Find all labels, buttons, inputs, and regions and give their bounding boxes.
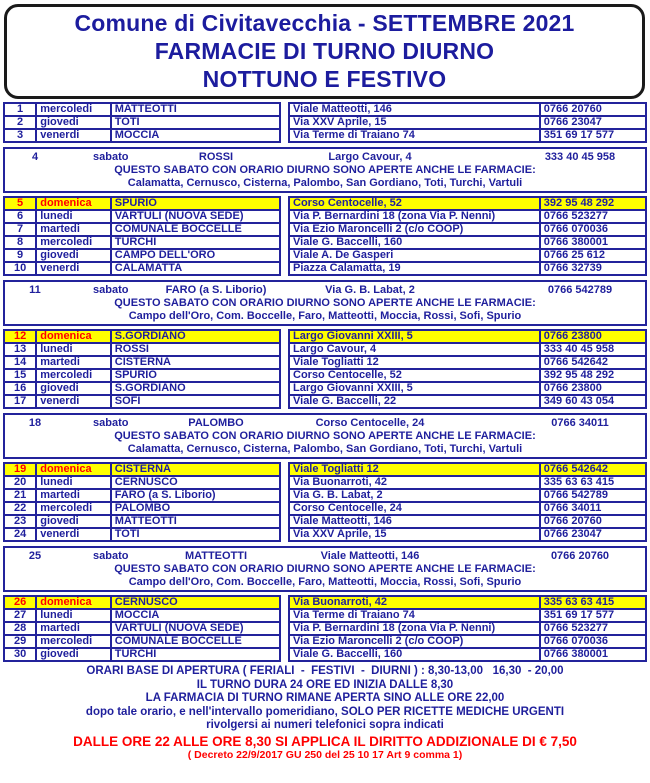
day-name-cell: mercoledi bbox=[36, 635, 111, 648]
day-name-cell: mercoledi bbox=[36, 236, 111, 249]
pharmacy-name: FARO (a S. Liborio) bbox=[165, 284, 267, 296]
day-number-cell: 19 bbox=[4, 463, 36, 476]
table-row bbox=[289, 343, 646, 356]
pharmacy-name-cell: SPURIO bbox=[111, 197, 280, 210]
table-row bbox=[4, 622, 280, 635]
week-schedule-block bbox=[3, 196, 647, 276]
pharmacy-address-cell: Via XXV Aprile, 15 bbox=[289, 116, 540, 129]
page-title-line-1: Comune di Civitavecchia - SETTEMBRE 2021 bbox=[74, 10, 575, 36]
pharmacy-name-cell: TURCHI bbox=[111, 648, 280, 661]
pharmacy-address: Corso Centocelle, 24 bbox=[315, 417, 425, 429]
day-number-cell: 9 bbox=[4, 249, 36, 262]
pharmacy-phone-cell: 335 63 63 415 bbox=[540, 476, 646, 489]
day-number-cell: 2 bbox=[4, 116, 36, 129]
table-row bbox=[4, 395, 280, 408]
day-number-cell: 8 bbox=[4, 236, 36, 249]
table-row bbox=[289, 528, 646, 541]
table-row bbox=[4, 463, 280, 476]
day-name-cell: martedi bbox=[36, 223, 111, 236]
day-name-cell: mercoledi bbox=[36, 103, 111, 116]
table-row bbox=[289, 356, 646, 369]
table-row bbox=[4, 502, 280, 515]
pharmacy-phone-cell: 392 95 48 292 bbox=[540, 197, 646, 210]
day-number: 4 bbox=[31, 151, 39, 163]
day-number-cell: 23 bbox=[4, 515, 36, 528]
day-number-cell: 1 bbox=[4, 103, 36, 116]
pharmacy-address-cell: Via P. Bernardini 18 (zona Via P. Nenni) bbox=[289, 622, 540, 635]
day-name-cell: giovedi bbox=[36, 515, 111, 528]
day-name-cell: lunedi bbox=[36, 343, 111, 356]
day-name-cell: lunedi bbox=[36, 609, 111, 622]
day-number-cell: 21 bbox=[4, 489, 36, 502]
pharmacy-name-cell: ROSSI bbox=[111, 343, 280, 356]
pharmacy-phone-cell: 0766 070036 bbox=[540, 223, 646, 236]
schedule-table-left bbox=[3, 595, 281, 662]
pharmacy-address-cell: Viale G. Baccelli, 22 bbox=[289, 395, 540, 408]
pharmacy-phone-cell: 0766 380001 bbox=[540, 648, 646, 661]
table-row bbox=[289, 236, 646, 249]
table-row bbox=[4, 635, 280, 648]
week-schedule-block bbox=[3, 329, 647, 409]
pharmacy-name-cell: TOTI bbox=[111, 528, 280, 541]
saturday-block bbox=[3, 280, 647, 326]
day-name-cell: mercoledi bbox=[36, 502, 111, 515]
pharmacy-phone-cell: 0766 070036 bbox=[540, 635, 646, 648]
day-number-cell: 27 bbox=[4, 609, 36, 622]
pharmacy-address-cell: Corso Centocelle, 52 bbox=[289, 197, 540, 210]
footer-shift-duration: IL TURNO DURA 24 ORE ED INIZIA DALLE 8,30 bbox=[196, 678, 454, 691]
pharmacy-name-cell: MATTEOTTI bbox=[111, 103, 280, 116]
saturday-duty-row bbox=[5, 151, 645, 164]
pharmacy-address-cell: Largo Cavour, 4 bbox=[289, 343, 540, 356]
saturday-notice: QUESTO SABATO CON ORARIO DIURNO SONO APERTE ANCHE LE FARMACIE: bbox=[114, 297, 536, 309]
pharmacy-name-cell: VARTULI (NUOVA SEDE) bbox=[111, 622, 280, 635]
table-row bbox=[289, 609, 646, 622]
day-name: sabato bbox=[93, 417, 129, 429]
pharmacy-address-cell: Via XXV Aprile, 15 bbox=[289, 528, 540, 541]
saturday-open-pharmacies-list: Calamatta, Cernusco, Cisterna, Palombo, San Gordiano, Toti, Turchi, Vartuli bbox=[127, 177, 523, 189]
saturday-notice: QUESTO SABATO CON ORARIO DIURNO SONO APERTE ANCHE LE FARMACIE: bbox=[114, 563, 536, 575]
table-row bbox=[4, 356, 280, 369]
table-row bbox=[289, 262, 646, 275]
day-number-cell: 5 bbox=[4, 197, 36, 210]
footer-urgent-rx-note: dopo tale orario, e nell'intervallo pomeridiano, SOLO PER RICETTE MEDICHE URGENTI bbox=[85, 705, 565, 718]
day-number-cell: 26 bbox=[4, 596, 36, 609]
saturday-duty-row bbox=[5, 550, 645, 563]
pharmacy-name-cell: PALOMBO bbox=[111, 502, 280, 515]
table-row bbox=[289, 515, 646, 528]
day-name-cell: lunedi bbox=[36, 210, 111, 223]
table-row bbox=[289, 489, 646, 502]
week-schedule-block bbox=[3, 595, 647, 662]
table-row bbox=[4, 210, 280, 223]
pharmacy-phone-cell: 0766 25 612 bbox=[540, 249, 646, 262]
pharmacy-phone-cell: 392 95 48 292 bbox=[540, 369, 646, 382]
table-row bbox=[4, 596, 280, 609]
pharmacy-name: MATTEOTTI bbox=[184, 550, 248, 562]
day-name-cell: mercoledi bbox=[36, 369, 111, 382]
table-row bbox=[4, 609, 280, 622]
pharmacy-address-cell: Via G. B. Labat, 2 bbox=[289, 489, 540, 502]
pharmacy-phone-cell: 335 63 63 415 bbox=[540, 596, 646, 609]
pharmacy-name-cell: CISTERNA bbox=[111, 463, 280, 476]
day-number-cell: 28 bbox=[4, 622, 36, 635]
table-row bbox=[4, 369, 280, 382]
pharmacy-phone: 0766 542789 bbox=[547, 284, 613, 296]
day-number-cell: 17 bbox=[4, 395, 36, 408]
pharmacy-name-cell: SOFI bbox=[111, 395, 280, 408]
table-row bbox=[4, 129, 280, 142]
pharmacy-phone-cell: 349 60 43 054 bbox=[540, 395, 646, 408]
pharmacy-phone-cell: 0766 23800 bbox=[540, 330, 646, 343]
saturday-notice: QUESTO SABATO CON ORARIO DIURNO SONO APERTE ANCHE LE FARMACIE: bbox=[114, 164, 536, 176]
pharmacy-phone: 0766 34011 bbox=[551, 417, 609, 429]
table-row bbox=[289, 369, 646, 382]
table-row bbox=[289, 116, 646, 129]
schedule-table-right bbox=[288, 196, 647, 276]
pharmacy-phone-cell: 0766 380001 bbox=[540, 236, 646, 249]
day-name-cell: domenica bbox=[36, 330, 111, 343]
day-name-cell: martedi bbox=[36, 356, 111, 369]
table-row bbox=[289, 210, 646, 223]
day-number: 11 bbox=[29, 284, 41, 296]
table-row bbox=[4, 197, 280, 210]
pharmacy-phone-cell: 0766 542642 bbox=[540, 463, 646, 476]
saturday-open-pharmacies-list: Campo dell'Oro, Com. Boccelle, Faro, Matteotti, Moccia, Rossi, Sofi, Spurio bbox=[128, 576, 522, 588]
table-row bbox=[4, 382, 280, 395]
table-row bbox=[289, 330, 646, 343]
pharmacy-name-cell: S.GORDIANO bbox=[111, 330, 280, 343]
page-title bbox=[4, 4, 645, 99]
day-number-cell: 30 bbox=[4, 648, 36, 661]
pharmacy-phone-cell: 351 69 17 577 bbox=[540, 609, 646, 622]
pharmacy-name: ROSSI bbox=[198, 151, 234, 163]
pharmacy-name-cell: CAMPO DELL'ORO bbox=[111, 249, 280, 262]
schedule-table-right bbox=[288, 595, 647, 662]
pharmacy-name: PALOMBO bbox=[188, 417, 244, 429]
pharmacy-name-cell: S.GORDIANO bbox=[111, 382, 280, 395]
day-name-cell: giovedi bbox=[36, 382, 111, 395]
table-row bbox=[4, 528, 280, 541]
day-number-cell: 12 bbox=[4, 330, 36, 343]
pharmacy-name-cell: COMUNALE BOCCELLE bbox=[111, 635, 280, 648]
schedule-table-left bbox=[3, 462, 281, 542]
pharmacy-name-cell: COMUNALE BOCCELLE bbox=[111, 223, 280, 236]
week-schedule-block bbox=[3, 102, 647, 143]
table-row bbox=[289, 197, 646, 210]
week-schedule-block bbox=[3, 462, 647, 542]
footer-decree-reference: ( Decreto 22/9/2017 GU 250 del 25 10 17 Art 9 comma 1) bbox=[187, 748, 463, 761]
pharmacy-address-cell: Viale Togliatti 12 bbox=[289, 356, 540, 369]
pharmacy-phone-cell: 0766 20760 bbox=[540, 515, 646, 528]
day-name-cell: domenica bbox=[36, 463, 111, 476]
pharmacy-phone: 333 40 45 958 bbox=[544, 151, 616, 163]
day-number: 25 bbox=[28, 550, 42, 562]
day-name-cell: venerdi bbox=[36, 262, 111, 275]
pharmacy-address: Via G. B. Labat, 2 bbox=[325, 284, 415, 296]
table-row bbox=[289, 223, 646, 236]
saturday-block bbox=[3, 147, 647, 193]
table-row bbox=[4, 223, 280, 236]
table-row bbox=[4, 249, 280, 262]
saturday-notice: QUESTO SABATO CON ORARIO DIURNO SONO APERTE ANCHE LE FARMACIE: bbox=[114, 430, 536, 442]
pharmacy-phone-cell: 0766 23800 bbox=[540, 382, 646, 395]
table-row bbox=[4, 515, 280, 528]
schedule-table-right bbox=[288, 462, 647, 542]
pharmacy-address-cell: Via Buonarroti, 42 bbox=[289, 596, 540, 609]
pharmacy-address-cell: Via Ezio Maroncelli 2 (c/o COOP) bbox=[289, 635, 540, 648]
page-title-line-3: NOTTUNO E FESTIVO bbox=[202, 66, 447, 92]
day-number-cell: 22 bbox=[4, 502, 36, 515]
table-row bbox=[289, 103, 646, 116]
saturday-duty-row bbox=[5, 284, 645, 297]
pharmacy-phone-cell: 351 69 17 577 bbox=[540, 129, 646, 142]
pharmacy-address: Largo Cavour, 4 bbox=[328, 151, 412, 163]
day-number-cell: 20 bbox=[4, 476, 36, 489]
day-name-cell: domenica bbox=[36, 596, 111, 609]
day-number-cell: 29 bbox=[4, 635, 36, 648]
day-number-cell: 6 bbox=[4, 210, 36, 223]
day-name-cell: giovedi bbox=[36, 648, 111, 661]
table-row bbox=[289, 648, 646, 661]
pharmacy-name-cell: CERNUSCO bbox=[111, 596, 280, 609]
pharmacy-address-cell: Via Buonarroti, 42 bbox=[289, 476, 540, 489]
table-row bbox=[289, 476, 646, 489]
schedule-table-right bbox=[288, 102, 647, 143]
day-name-cell: martedi bbox=[36, 489, 111, 502]
day-name-cell: giovedi bbox=[36, 116, 111, 129]
day-number-cell: 24 bbox=[4, 528, 36, 541]
pharmacy-name-cell: SPURIO bbox=[111, 369, 280, 382]
pharmacy-address-cell: Viale Togliatti 12 bbox=[289, 463, 540, 476]
table-row bbox=[289, 463, 646, 476]
saturday-open-pharmacies-list: Calamatta, Cernusco, Cisterna, Palombo, San Gordiano, Toti, Turchi, Vartuli bbox=[127, 443, 523, 455]
saturday-duty-row bbox=[5, 417, 645, 430]
footer-call-numbers-note: rivolgersi ai numeri telefonici sopra indicati bbox=[206, 719, 444, 731]
day-name-cell: venerdi bbox=[36, 395, 111, 408]
footer-night-surcharge: DALLE ORE 22 ALLE ORE 8,30 SI APPLICA IL DIRITTO ADDIZIONALE DI € 7,50 bbox=[73, 733, 577, 749]
saturday-block bbox=[3, 546, 647, 592]
day-number-cell: 10 bbox=[4, 262, 36, 275]
pharmacy-phone-cell: 0766 34011 bbox=[540, 502, 646, 515]
saturday-open-pharmacies-list: Campo dell'Oro, Com. Boccelle, Faro, Matteotti, Moccia, Rossi, Sofi, Spurio bbox=[128, 310, 522, 322]
day-number: 18 bbox=[28, 417, 42, 429]
pharmacy-phone-cell: 0766 23047 bbox=[540, 528, 646, 541]
day-name: sabato bbox=[93, 151, 129, 163]
day-number-cell: 3 bbox=[4, 129, 36, 142]
day-number-cell: 14 bbox=[4, 356, 36, 369]
pharmacy-address-cell: Viale Matteotti, 146 bbox=[289, 103, 540, 116]
day-number-cell: 13 bbox=[4, 343, 36, 356]
pharmacy-phone-cell: 333 40 45 958 bbox=[540, 343, 646, 356]
pharmacy-address-cell: Corso Centocelle, 52 bbox=[289, 369, 540, 382]
table-row bbox=[289, 622, 646, 635]
pharmacy-address-cell: Via Ezio Maroncelli 2 (c/o COOP) bbox=[289, 223, 540, 236]
table-row bbox=[289, 129, 646, 142]
day-number-cell: 7 bbox=[4, 223, 36, 236]
table-row bbox=[289, 596, 646, 609]
footer-notes bbox=[0, 665, 650, 761]
pharmacy-phone-cell: 0766 23047 bbox=[540, 116, 646, 129]
pharmacy-address-cell: Via P. Bernardini 18 (zona Via P. Nenni) bbox=[289, 210, 540, 223]
day-name-cell: lunedi bbox=[36, 476, 111, 489]
pharmacy-address-cell: Viale A. De Gasperi bbox=[289, 249, 540, 262]
pharmacy-name-cell: MATTEOTTI bbox=[111, 515, 280, 528]
pharmacy-address-cell: Viale G. Baccelli, 160 bbox=[289, 648, 540, 661]
table-row bbox=[4, 116, 280, 129]
pharmacy-address-cell: Via Terme di Traiano 74 bbox=[289, 609, 540, 622]
day-name: sabato bbox=[93, 284, 129, 296]
pharmacy-name-cell: MOCCIA bbox=[111, 609, 280, 622]
table-row bbox=[4, 343, 280, 356]
table-row bbox=[4, 489, 280, 502]
pharmacy-phone: 0766 20760 bbox=[550, 550, 610, 562]
day-number-cell: 16 bbox=[4, 382, 36, 395]
pharmacy-name-cell: TURCHI bbox=[111, 236, 280, 249]
pharmacy-name-cell: VARTULI (NUOVA SEDE) bbox=[111, 210, 280, 223]
table-row bbox=[289, 635, 646, 648]
table-row bbox=[4, 330, 280, 343]
pharmacy-address-cell: Viale G. Baccelli, 160 bbox=[289, 236, 540, 249]
table-row bbox=[289, 249, 646, 262]
day-name-cell: venerdi bbox=[36, 129, 111, 142]
schedule-table-left bbox=[3, 102, 281, 143]
pharmacy-address-cell: Piazza Calamatta, 19 bbox=[289, 262, 540, 275]
pharmacy-phone-cell: 0766 542789 bbox=[540, 489, 646, 502]
pharmacy-name-cell: CERNUSCO bbox=[111, 476, 280, 489]
pharmacy-address-cell: Via Terme di Traiano 74 bbox=[289, 129, 540, 142]
pharmacy-name-cell: FARO (a S. Liborio) bbox=[111, 489, 280, 502]
pharmacy-phone-cell: 0766 523277 bbox=[540, 622, 646, 635]
footer-open-until: LA FARMACIA DI TURNO RIMANE APERTA SINO ALLE ORE 22,00 bbox=[145, 692, 505, 704]
schedule-table-right bbox=[288, 329, 647, 409]
day-name-cell: martedi bbox=[36, 622, 111, 635]
pharmacy-address: Viale Matteotti, 146 bbox=[320, 550, 420, 562]
day-name: sabato bbox=[93, 550, 129, 562]
pharmacy-name-cell: CALAMATTA bbox=[111, 262, 280, 275]
pharmacy-address-cell: Largo Giovanni XXIII, 5 bbox=[289, 330, 540, 343]
table-row bbox=[289, 382, 646, 395]
pharmacy-phone-cell: 0766 523277 bbox=[540, 210, 646, 223]
schedule-table-left bbox=[3, 196, 281, 276]
day-name-cell: venerdi bbox=[36, 528, 111, 541]
table-row bbox=[4, 103, 280, 116]
table-row bbox=[4, 262, 280, 275]
day-name-cell: giovedi bbox=[36, 249, 111, 262]
day-number-cell: 15 bbox=[4, 369, 36, 382]
table-row bbox=[4, 476, 280, 489]
page-title-line-2: FARMACIE DI TURNO DIURNO bbox=[154, 38, 495, 64]
pharmacy-phone-cell: 0766 32739 bbox=[540, 262, 646, 275]
pharmacy-name-cell: CISTERNA bbox=[111, 356, 280, 369]
table-row bbox=[289, 395, 646, 408]
saturday-block bbox=[3, 413, 647, 459]
pharmacy-phone-cell: 0766 542642 bbox=[540, 356, 646, 369]
pharmacy-phone-cell: 0766 20760 bbox=[540, 103, 646, 116]
table-row bbox=[4, 236, 280, 249]
pharmacy-name-cell: TOTI bbox=[111, 116, 280, 129]
pharmacy-address-cell: Largo Giovanni XXIII, 5 bbox=[289, 382, 540, 395]
pharmacy-address-cell: Viale Matteotti, 146 bbox=[289, 515, 540, 528]
pharmacy-name-cell: MOCCIA bbox=[111, 129, 280, 142]
table-row bbox=[289, 502, 646, 515]
pharmacy-address-cell: Corso Centocelle, 24 bbox=[289, 502, 540, 515]
table-row bbox=[4, 648, 280, 661]
schedule-table-left bbox=[3, 329, 281, 409]
day-name-cell: domenica bbox=[36, 197, 111, 210]
schedule-sections bbox=[3, 102, 647, 662]
footer-opening-hours: ORARI BASE DI APERTURA ( FERIALI - FESTIVI - DIURNI ) : 8,30-13,00 16,30 - 20,00 bbox=[86, 665, 564, 677]
